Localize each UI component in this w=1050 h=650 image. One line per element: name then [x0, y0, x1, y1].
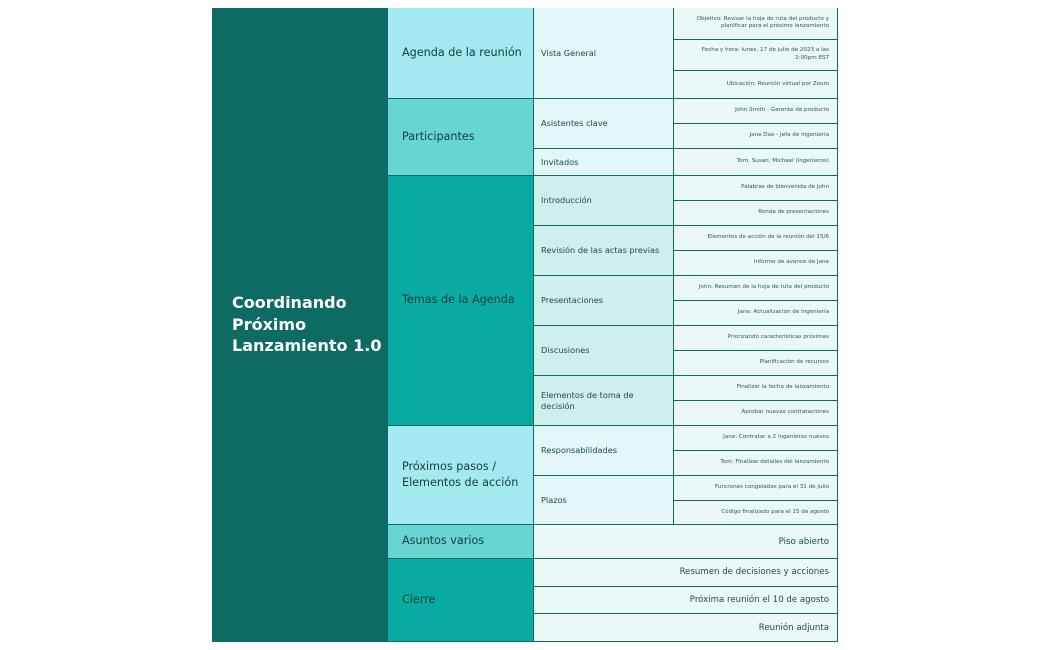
detail-item: Jane: Contratar a 2 ingenieros nuevos — [674, 426, 838, 451]
detail-item: Reunión adjunta — [534, 614, 838, 642]
detail-item: Planificación de recursos — [674, 351, 838, 376]
detail-item: Finalizar la fecha de lanzamiento — [674, 376, 838, 401]
detail-item: Funciones congeladas para el 31 de julio — [674, 476, 838, 501]
subtopic-cell: Introducción — [534, 176, 674, 226]
section-cell: Agenda de la reunión — [388, 8, 534, 99]
detail-item: John Smith - Gerente de producto — [674, 99, 838, 124]
agenda-treemap — [212, 8, 838, 642]
root-title: Coordinando Próximo Lanzamiento 1.0 — [212, 8, 388, 642]
subtopic-cell: Responsabilidades — [534, 426, 674, 476]
detail-item: Informe de avance de Jane — [674, 251, 838, 276]
detail-item: Próxima reunión el 10 de agosto — [534, 587, 838, 615]
subtopic-cell: Revisión de las actas previas — [534, 226, 674, 276]
detail-item: Tom: Finalizar detalles del lanzamiento — [674, 451, 838, 476]
detail-item: Resumen de decisiones y acciones — [534, 559, 838, 587]
detail-item: Tom, Susan, Michael (ingenieros) — [674, 149, 838, 176]
detail-item: Piso abierto — [534, 525, 838, 559]
section-cell: Participantes — [388, 99, 534, 176]
detail-item: Priorizando características próximas — [674, 326, 838, 351]
detail-item: Código finalizado para el 15 de agosto — [674, 501, 838, 525]
section-cell: Temas de la Agenda — [388, 176, 534, 426]
detail-item: Aprobar nuevas contrataciones — [674, 401, 838, 426]
detail-item: Jane Doe - Jefa de ingeniería — [674, 124, 838, 149]
detail-item: Palabras de bienvenida de John — [674, 176, 838, 201]
detail-item: Fecha y hora: lunes, 17 de julio de 2023 a las 2:00pm EST — [674, 40, 838, 72]
detail-item: Jane: Actualización de ingeniería — [674, 301, 838, 326]
detail-item: Elementos de acción de la reunión del 15/6 — [674, 226, 838, 251]
subtopic-cell: Vista General — [534, 8, 674, 99]
subtopic-cell: Asistentes clave — [534, 99, 674, 149]
section-cell: Asuntos varios — [388, 525, 534, 559]
detail-item: Ubicación: Reunión virtual por Zoom — [674, 71, 838, 99]
subtopic-cell: Presentaciones — [534, 276, 674, 326]
subtopic-cell: Invitados — [534, 149, 674, 176]
subtopic-cell: Discusiones — [534, 326, 674, 376]
detail-item: John: Resumen de la hoja de ruta del producto — [674, 276, 838, 301]
detail-item: Objetivo: Revisar la hoja de ruta del producto y planificar para el próximo lanzamiento — [674, 8, 838, 40]
detail-item: Ronda de presentaciones — [674, 201, 838, 226]
section-cell: Cierre — [388, 559, 534, 642]
subtopic-cell: Elementos de toma de decisión — [534, 376, 674, 426]
section-cell: Próximos pasos / Elementos de acción — [388, 426, 534, 525]
subtopic-cell: Plazos — [534, 476, 674, 525]
